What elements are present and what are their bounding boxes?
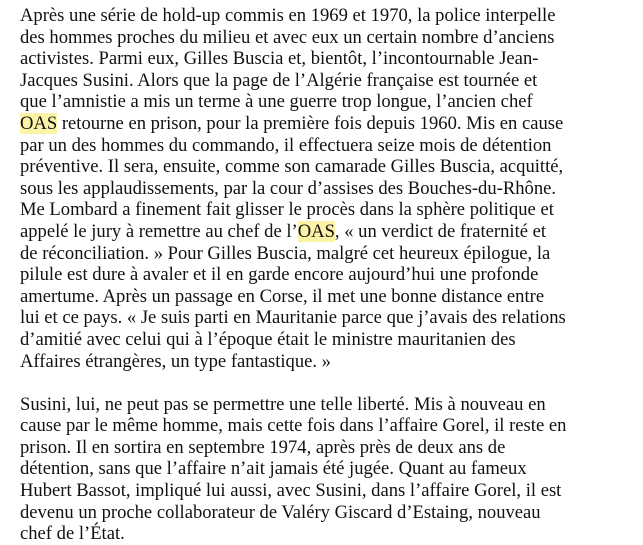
paragraph-1 — [20, 5, 635, 372]
text-line: Jacques Susini. Alors que la page de l’Algérie française est tournée et — [20, 69, 538, 91]
text-line: sous les applaudissements, par la cour d’assises des Bouches-du-Rhône. — [20, 177, 557, 199]
paragraph-spacer — [20, 372, 635, 394]
text-line: cause par le même homme, mais cette fois dans l’affaire Gorel, il reste en — [20, 415, 567, 437]
text-line: prison. Il en sortira en septembre 1974, après près de deux ans de — [20, 436, 506, 458]
text-line: lui et ce pays. « Je suis parti en Mauritanie parce que j’avais des relations — [20, 307, 566, 329]
text-line: devenu un proche collaborateur de Valéry Giscard d’Estaing, nouveau — [20, 501, 541, 523]
text-line: amertume. Après un passage en Corse, il met une bonne distance entre — [20, 285, 545, 307]
text-line: détention, sans que l’affaire n’ait jamais été jugée. Quant au fameux — [20, 458, 527, 480]
document-page — [20, 5, 635, 545]
text-segment: appelé le jury à remettre au chef de l’ — [20, 220, 298, 242]
text-line: Après une série de hold-up commis en 1969 et 1970, la police interpelle — [20, 5, 556, 26]
text-line: des hommes proches du milieu et avec eux un certain nombre d’anciens — [20, 26, 555, 48]
highlighted-term: OAS — [297, 220, 335, 242]
text-line — [20, 221, 635, 243]
text-line: d’amitié avec celui qui à l’époque était le ministre mauritanien des — [20, 328, 516, 350]
text-line: Susini, lui, ne peut pas se permettre une telle liberté. Mis à nouveau en — [20, 393, 546, 415]
text-line: de réconciliation. » Pour Gilles Buscia, malgré cet heureux épilogue, la — [20, 242, 551, 264]
text-line: que l’amnistie a mis un terme à une guerre trop longue, l’ancien chef — [20, 91, 533, 113]
text-line: Me Lombard a finement fait glisser le procès dans la sphère politique et — [20, 199, 554, 221]
text-line: Hubert Bassot, impliqué lui aussi, avec Susini, dans l’affaire Gorel, il est — [20, 480, 562, 502]
text-line — [20, 113, 635, 135]
text-line: Affaires étrangères, un type fantastique. » — [20, 350, 331, 372]
highlighted-term: OAS — [20, 112, 58, 134]
text-segment: retourne en prison, pour la première fois depuis 1960. Mis en cause — [57, 112, 564, 134]
text-line: chef de l’État. — [20, 523, 125, 545]
paragraph-2 — [20, 394, 635, 545]
text-segment: , « un verdict de fraternité et — [334, 220, 547, 242]
text-line: activistes. Parmi eux, Gilles Buscia et, bientôt, l’incontournable Jean- — [20, 48, 539, 70]
text-line: par un des hommes du commando, il effectuera seize mois de détention — [20, 134, 552, 156]
text-line: pilule est dure à avaler et il en garde encore aujourd’hui une profonde — [20, 264, 539, 286]
text-line: préventive. Il sera, ensuite, comme son camarade Gilles Buscia, acquitté, — [20, 156, 564, 178]
